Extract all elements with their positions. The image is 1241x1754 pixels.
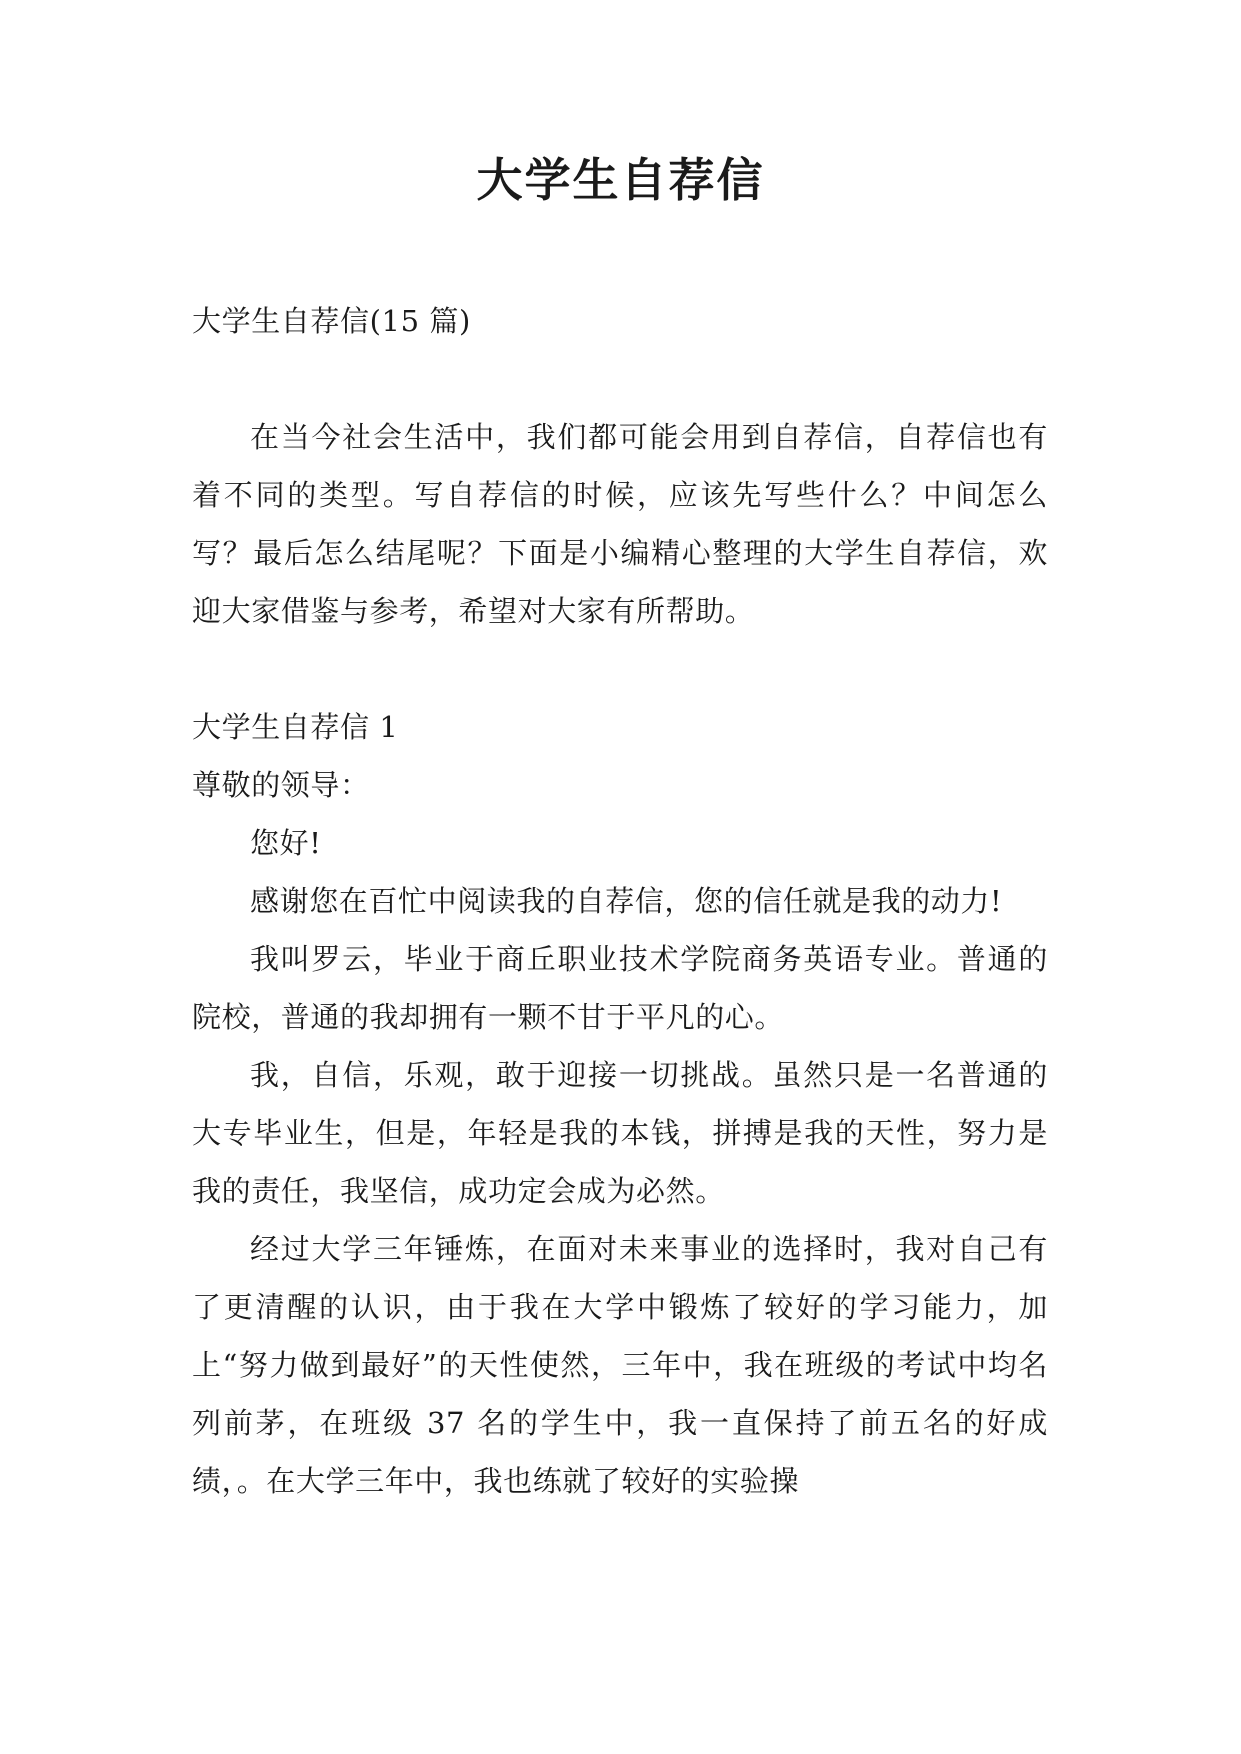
letter-paragraph: 感谢您在百忙中阅读我的自荐信，您的信任就是我的动力!	[250, 884, 1003, 918]
letter-paragraph: 我叫罗云，毕业于商丘职业技术学院商务英语专业。普通的院校，普通的我却拥有一颗不甘于平凡的心。	[192, 942, 1048, 1034]
letter-salutation: 尊敬的领导：	[192, 768, 370, 802]
document-subtitle: 大学生自荐信(15 篇)	[192, 304, 471, 338]
letter-heading: 大学生自荐信 1	[192, 710, 399, 744]
letter-paragraph: 经过大学三年锤炼，在面对未来事业的选择时，我对自己有了更清醒的认识，由于我在大学中锻炼了较好的学习能力，加上“努力做到最好”的天性使然，三年中，我在班级的考试中均名列前茅，在班级 37 名的学生中，我一直保持了前五名的好成绩，。在大学三年中，我也练就了较好的实验操	[192, 1232, 1048, 1498]
letter-greeting: 您好!	[250, 826, 322, 860]
intro-paragraph: 在当今社会生活中，我们都可能会用到自荐信，自荐信也有着不同的类型。写自荐信的时候，应该先写些什么？中间怎么写？最后怎么结尾呢？下面是小编精心整理的大学生自荐信，欢迎大家借鉴与参考，希望对大家有所帮助。	[192, 420, 1048, 628]
document-title: 大学生自荐信	[476, 153, 765, 207]
letter-paragraph: 我，自信，乐观，敢于迎接一切挑战。虽然只是一名普通的大专毕业生，但是，年轻是我的本钱，拼搏是我的天性，努力是我的责任，我坚信，成功定会成为必然。	[192, 1058, 1048, 1208]
document-body	[192, 292, 1048, 1510]
